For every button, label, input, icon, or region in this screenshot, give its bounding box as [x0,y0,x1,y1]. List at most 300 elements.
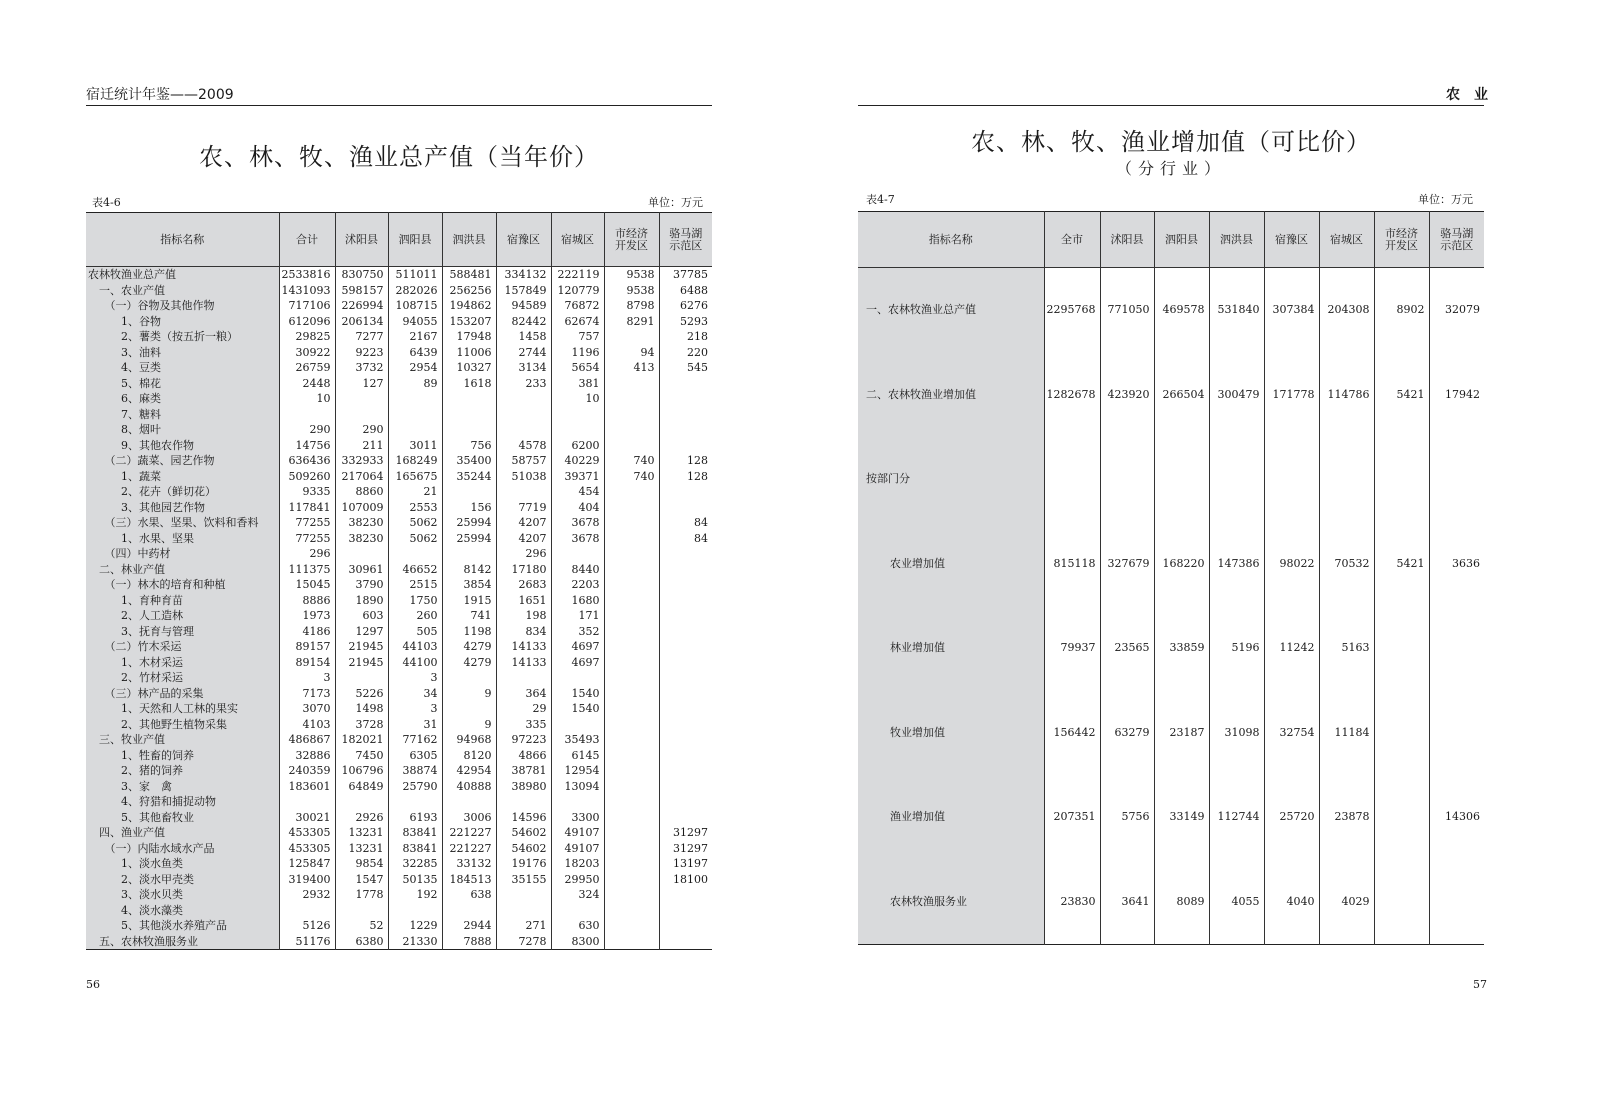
table-cell [659,593,712,609]
table-number-right: 表4-7 [866,193,895,206]
table-cell: 64849 [335,779,388,795]
row-label: 5、其他畜牧业 [86,810,279,826]
table-row [86,624,712,640]
table-cell [279,794,335,810]
row-label: 5、棉花 [86,376,279,392]
table-cell: 31297 [659,841,712,857]
table-cell: 171 [551,608,604,624]
row-label: 3、家 禽 [86,779,279,795]
table-cell: 183601 [279,779,335,795]
table-row [86,360,712,376]
table-cell: 23830 [1044,860,1100,945]
table-cell: 3006 [442,810,496,826]
table-cell: 9223 [335,345,388,361]
table-row [86,515,712,531]
table-cell: 740 [604,453,659,469]
table-cell: 226994 [335,298,388,314]
table-cell: 4186 [279,624,335,640]
table-cell [604,391,659,407]
table-cell: 13231 [335,825,388,841]
table-cell [551,717,604,733]
table-cell [604,825,659,841]
table-cell: 40888 [442,779,496,795]
table-cell: 8089 [1154,860,1209,945]
table-cell: 6380 [335,934,388,950]
table-body [86,267,712,950]
table-cell: 9538 [604,267,659,283]
table-cell: 23187 [1154,691,1209,776]
table-cell [604,779,659,795]
row-label: 一、农业产值 [86,283,279,299]
table-cell: 31098 [1209,691,1264,776]
table-cell [659,903,712,919]
table-cell: 128 [659,469,712,485]
row-label: 7、糖料 [86,407,279,423]
table-cell: 12954 [551,763,604,779]
value-added-table [858,211,1484,945]
table-cell: 9538 [604,283,659,299]
table-cell: 3 [388,701,442,717]
table-cell: 1778 [335,887,388,903]
table-cell: 13094 [551,779,604,795]
table-row [86,670,712,686]
table-cell [279,407,335,423]
table-cell [388,546,442,562]
table-row [858,860,1484,945]
table-cell [659,438,712,454]
table-cell: 531840 [1209,268,1264,353]
table-cell: 128 [659,453,712,469]
table-cell [604,887,659,903]
table-cell: 32886 [279,748,335,764]
table-cell [388,391,442,407]
row-label: 1、水果、坚果 [86,531,279,547]
table-cell: 5226 [335,686,388,702]
table-cell: 1229 [388,918,442,934]
table-cell: 13197 [659,856,712,872]
table-cell: 38781 [496,763,551,779]
table-cell: 84 [659,531,712,547]
table-row [858,353,1484,438]
table-cell: 2515 [388,577,442,593]
row-label: 1、蔬菜 [86,469,279,485]
row-label: 农林牧渔服务业 [858,860,1044,945]
table-cell: 184513 [442,872,496,888]
table-cell [335,407,388,423]
table-cell: 296 [496,546,551,562]
table-cell: 19176 [496,856,551,872]
table-cell [604,515,659,531]
table-cell: 211 [335,438,388,454]
table-cell [1374,775,1429,860]
table-cell: 332933 [335,453,388,469]
table-cell: 38980 [496,779,551,795]
table-cell: 13231 [335,841,388,857]
table-cell: 717106 [279,298,335,314]
table-cell [551,407,604,423]
table-row [86,717,712,733]
table-cell: 51176 [279,934,335,950]
table-row [86,577,712,593]
table-cell: 35155 [496,872,551,888]
table-cell: 165675 [388,469,442,485]
table-cell: 206134 [335,314,388,330]
table-cell: 83841 [388,825,442,841]
table-cell: 1458 [496,329,551,345]
table-cell: 89157 [279,639,335,655]
table-row [86,872,712,888]
table-cell: 3728 [335,717,388,733]
table-row [86,438,712,454]
running-head-right: 农 业 [1446,87,1488,103]
table-cell [388,422,442,438]
row-label: 4、豆类 [86,360,279,376]
row-label: （四）中药材 [86,546,279,562]
table-cell: 51038 [496,469,551,485]
table-row [86,655,712,671]
row-label: 3、油料 [86,345,279,361]
table-cell: 35244 [442,469,496,485]
header-rule-right [858,105,1484,106]
table-cell: 454 [551,484,604,500]
table-cell: 3134 [496,360,551,376]
table-cell: 756 [442,438,496,454]
row-label: 农业增加值 [858,522,1044,607]
table-cell [604,438,659,454]
column-header: 全市 [1044,212,1100,268]
row-label: 3、其他园艺作物 [86,500,279,516]
table-cell [659,934,712,950]
table-cell: 218 [659,329,712,345]
table-cell: 17942 [1429,353,1484,438]
table-cell: 14306 [1429,775,1484,860]
row-label: 按部门分 [858,437,1044,522]
table-cell [442,484,496,500]
table-cell: 3678 [551,515,604,531]
table-cell: 3636 [1429,522,1484,607]
table-cell: 222119 [551,267,604,283]
table-cell: 97223 [496,732,551,748]
table-cell: 327679 [1100,522,1154,607]
table-cell [1100,437,1154,522]
row-label: （三）水果、坚果、饮料和香料 [86,515,279,531]
table-cell: 11184 [1319,691,1374,776]
table-cell: 2944 [442,918,496,934]
table-row [86,903,712,919]
table-row [86,314,712,330]
table-cell: 603 [335,608,388,624]
table-cell: 17948 [442,329,496,345]
table-cell: 612096 [279,314,335,330]
row-label: 2、薯类（按五折一粮） [86,329,279,345]
table-cell: 3011 [388,438,442,454]
table-cell: 453305 [279,841,335,857]
page-number-right: 57 [1473,978,1487,991]
table-row [86,934,712,950]
table-row [86,763,712,779]
row-label: （三）林产品的采集 [86,686,279,702]
table-cell [604,717,659,733]
table-cell: 364 [496,686,551,702]
row-label: 1、牲畜的饲养 [86,748,279,764]
table-cell: 4103 [279,717,335,733]
table-cell: 4029 [1319,860,1374,945]
table-cell: 198 [496,608,551,624]
column-header-text: 骆马湖示范区 [1440,226,1474,252]
table-cell [604,872,659,888]
table-cell: 2926 [335,810,388,826]
table-cell: 207351 [1044,775,1100,860]
column-header-text: 骆马湖示范区 [669,226,703,252]
column-header: 宿豫区 [496,213,551,267]
table-cell: 21945 [335,639,388,655]
table-cell [335,903,388,919]
table-cell: 18100 [659,872,712,888]
row-label: （一）谷物及其他作物 [86,298,279,314]
table-cell: 58757 [496,453,551,469]
table-cell: 296 [279,546,335,562]
table-cell: 3641 [1100,860,1154,945]
table-cell [496,484,551,500]
table-cell: 630 [551,918,604,934]
table-cell: 5163 [1319,606,1374,691]
table-cell: 11006 [442,345,496,361]
row-label: 1、谷物 [86,314,279,330]
table-cell [659,794,712,810]
table-cell: 1973 [279,608,335,624]
table-cell: 834 [496,624,551,640]
table-cell: 233 [496,376,551,392]
table-cell: 3790 [335,577,388,593]
table-cell: 381 [551,376,604,392]
table-cell: 290 [335,422,388,438]
table-cell: 4866 [496,748,551,764]
table-cell: 4578 [496,438,551,454]
row-label: 3、淡水贝类 [86,887,279,903]
table-cell [1429,691,1484,776]
table-cell [604,903,659,919]
table-row [86,283,712,299]
column-header: 沭阳县 [1100,212,1154,268]
table-row [86,298,712,314]
column-header: 宿豫区 [1264,212,1319,268]
table-cell: 30961 [335,562,388,578]
column-header-text: 市经济开发区 [1385,226,1418,252]
table-cell: 156442 [1044,691,1100,776]
table-cell: 21330 [388,934,442,950]
table-cell: 5421 [1374,353,1429,438]
table-cell: 8886 [279,593,335,609]
table-cell [496,407,551,423]
table-cell [604,918,659,934]
table-row [86,732,712,748]
table-cell: 352 [551,624,604,640]
table-cell: 511011 [388,267,442,283]
table-cell [551,903,604,919]
table-cell: 29950 [551,872,604,888]
column-header [604,213,659,267]
table-cell: 168220 [1154,522,1209,607]
table-cell: 50135 [388,872,442,888]
table-cell [1044,437,1100,522]
table-cell: 84 [659,515,712,531]
table-cell [659,686,712,702]
table-cell: 62674 [551,314,604,330]
table-cell [388,407,442,423]
table-cell: 307384 [1264,268,1319,353]
header-rule-left [86,105,712,106]
table-cell: 46652 [388,562,442,578]
column-header: 泗阳县 [388,213,442,267]
table-cell: 486867 [279,732,335,748]
table-cell: 31 [388,717,442,733]
table-cell: 94055 [388,314,442,330]
table-cell: 76872 [551,298,604,314]
table-cell [659,918,712,934]
table-row [86,794,712,810]
row-label: 2、人工造林 [86,608,279,624]
table-cell: 25790 [388,779,442,795]
table-cell [604,748,659,764]
table-cell: 125847 [279,856,335,872]
table-cell [388,794,442,810]
table-cell: 106796 [335,763,388,779]
table-cell: 588481 [442,267,496,283]
table-cell: 18203 [551,856,604,872]
table-cell: 2683 [496,577,551,593]
table-cell: 10327 [442,360,496,376]
table-cell: 6145 [551,748,604,764]
table-cell [604,500,659,516]
table-cell: 44100 [388,655,442,671]
table-header-row [858,212,1484,268]
table-cell [604,407,659,423]
table-cell: 469578 [1154,268,1209,353]
table-cell: 1890 [335,593,388,609]
table-cell: 10 [279,391,335,407]
row-label: 五、农林牧渔服务业 [86,934,279,950]
table-cell: 15045 [279,577,335,593]
table-cell [1209,437,1264,522]
table-cell [604,841,659,857]
table-cell [659,546,712,562]
table-cell [604,670,659,686]
table-row [86,376,712,392]
table-row [86,345,712,361]
table-cell: 1651 [496,593,551,609]
table-cell [659,732,712,748]
table-cell: 30922 [279,345,335,361]
table-row [86,391,712,407]
table-cell [1374,691,1429,776]
table-cell: 192 [388,887,442,903]
table-row [86,639,712,655]
table-cell: 2533816 [279,267,335,283]
table-cell: 1750 [388,593,442,609]
table-cell [279,903,335,919]
table-cell: 8291 [604,314,659,330]
table-cell [604,422,659,438]
row-label: （一）林木的培育和种植 [86,577,279,593]
table-cell [496,422,551,438]
row-label: 4、淡水藻类 [86,903,279,919]
column-header: 泗洪县 [442,213,496,267]
table-cell [1374,437,1429,522]
table-cell: 52 [335,918,388,934]
table-cell: 171778 [1264,353,1319,438]
row-label: 一、农林牧渔业总产值 [858,268,1044,353]
row-label: 1、木材采运 [86,655,279,671]
table-cell: 32079 [1429,268,1484,353]
table-cell: 37785 [659,267,712,283]
table-cell: 335 [496,717,551,733]
page-title-right: 农、林、牧、渔业增加值（可比价） [971,128,1371,156]
table-cell: 111375 [279,562,335,578]
table-cell [1264,437,1319,522]
row-label: 1、育种育苗 [86,593,279,609]
table-row [858,691,1484,776]
table-cell: 26759 [279,360,335,376]
table-cell: 2295768 [1044,268,1100,353]
table-cell [1429,606,1484,691]
table-cell [659,407,712,423]
table-cell: 153207 [442,314,496,330]
table-cell: 6439 [388,345,442,361]
table-cell: 3 [388,670,442,686]
left-page [0,0,800,1099]
table-cell: 54602 [496,841,551,857]
table-cell: 25720 [1264,775,1319,860]
table-cell: 147386 [1209,522,1264,607]
table-cell [659,779,712,795]
table-cell: 7277 [335,329,388,345]
table-cell: 4055 [1209,860,1264,945]
table-row [858,268,1484,353]
column-header [659,213,712,267]
row-label: 2、猪的饲养 [86,763,279,779]
table-row [86,329,712,345]
table-cell [659,810,712,826]
table-cell: 204308 [1319,268,1374,353]
table-cell [604,531,659,547]
table-cell: 38230 [335,515,388,531]
column-header [1429,212,1484,268]
table-cell: 38874 [388,763,442,779]
table-cell: 39371 [551,469,604,485]
table-cell: 33859 [1154,606,1209,691]
table-cell [604,856,659,872]
table-cell: 114786 [1319,353,1374,438]
page-title-left: 农、林、牧、渔业总产值（当年价） [199,143,599,171]
table-row [858,606,1484,691]
column-header [1374,212,1429,268]
row-label: 二、林业产值 [86,562,279,578]
table-cell [659,484,712,500]
column-header: 泗阳县 [1154,212,1209,268]
table-cell [659,562,712,578]
table-cell: 598157 [335,283,388,299]
table-cell [604,732,659,748]
table-cell [442,701,496,717]
table-header-row [86,213,712,267]
table-cell: 6305 [388,748,442,764]
row-label: 5、其他淡水养殖产品 [86,918,279,934]
table-cell: 168249 [388,453,442,469]
table-cell [604,763,659,779]
table-cell: 1196 [551,345,604,361]
table-cell: 4207 [496,531,551,547]
table-cell: 3300 [551,810,604,826]
